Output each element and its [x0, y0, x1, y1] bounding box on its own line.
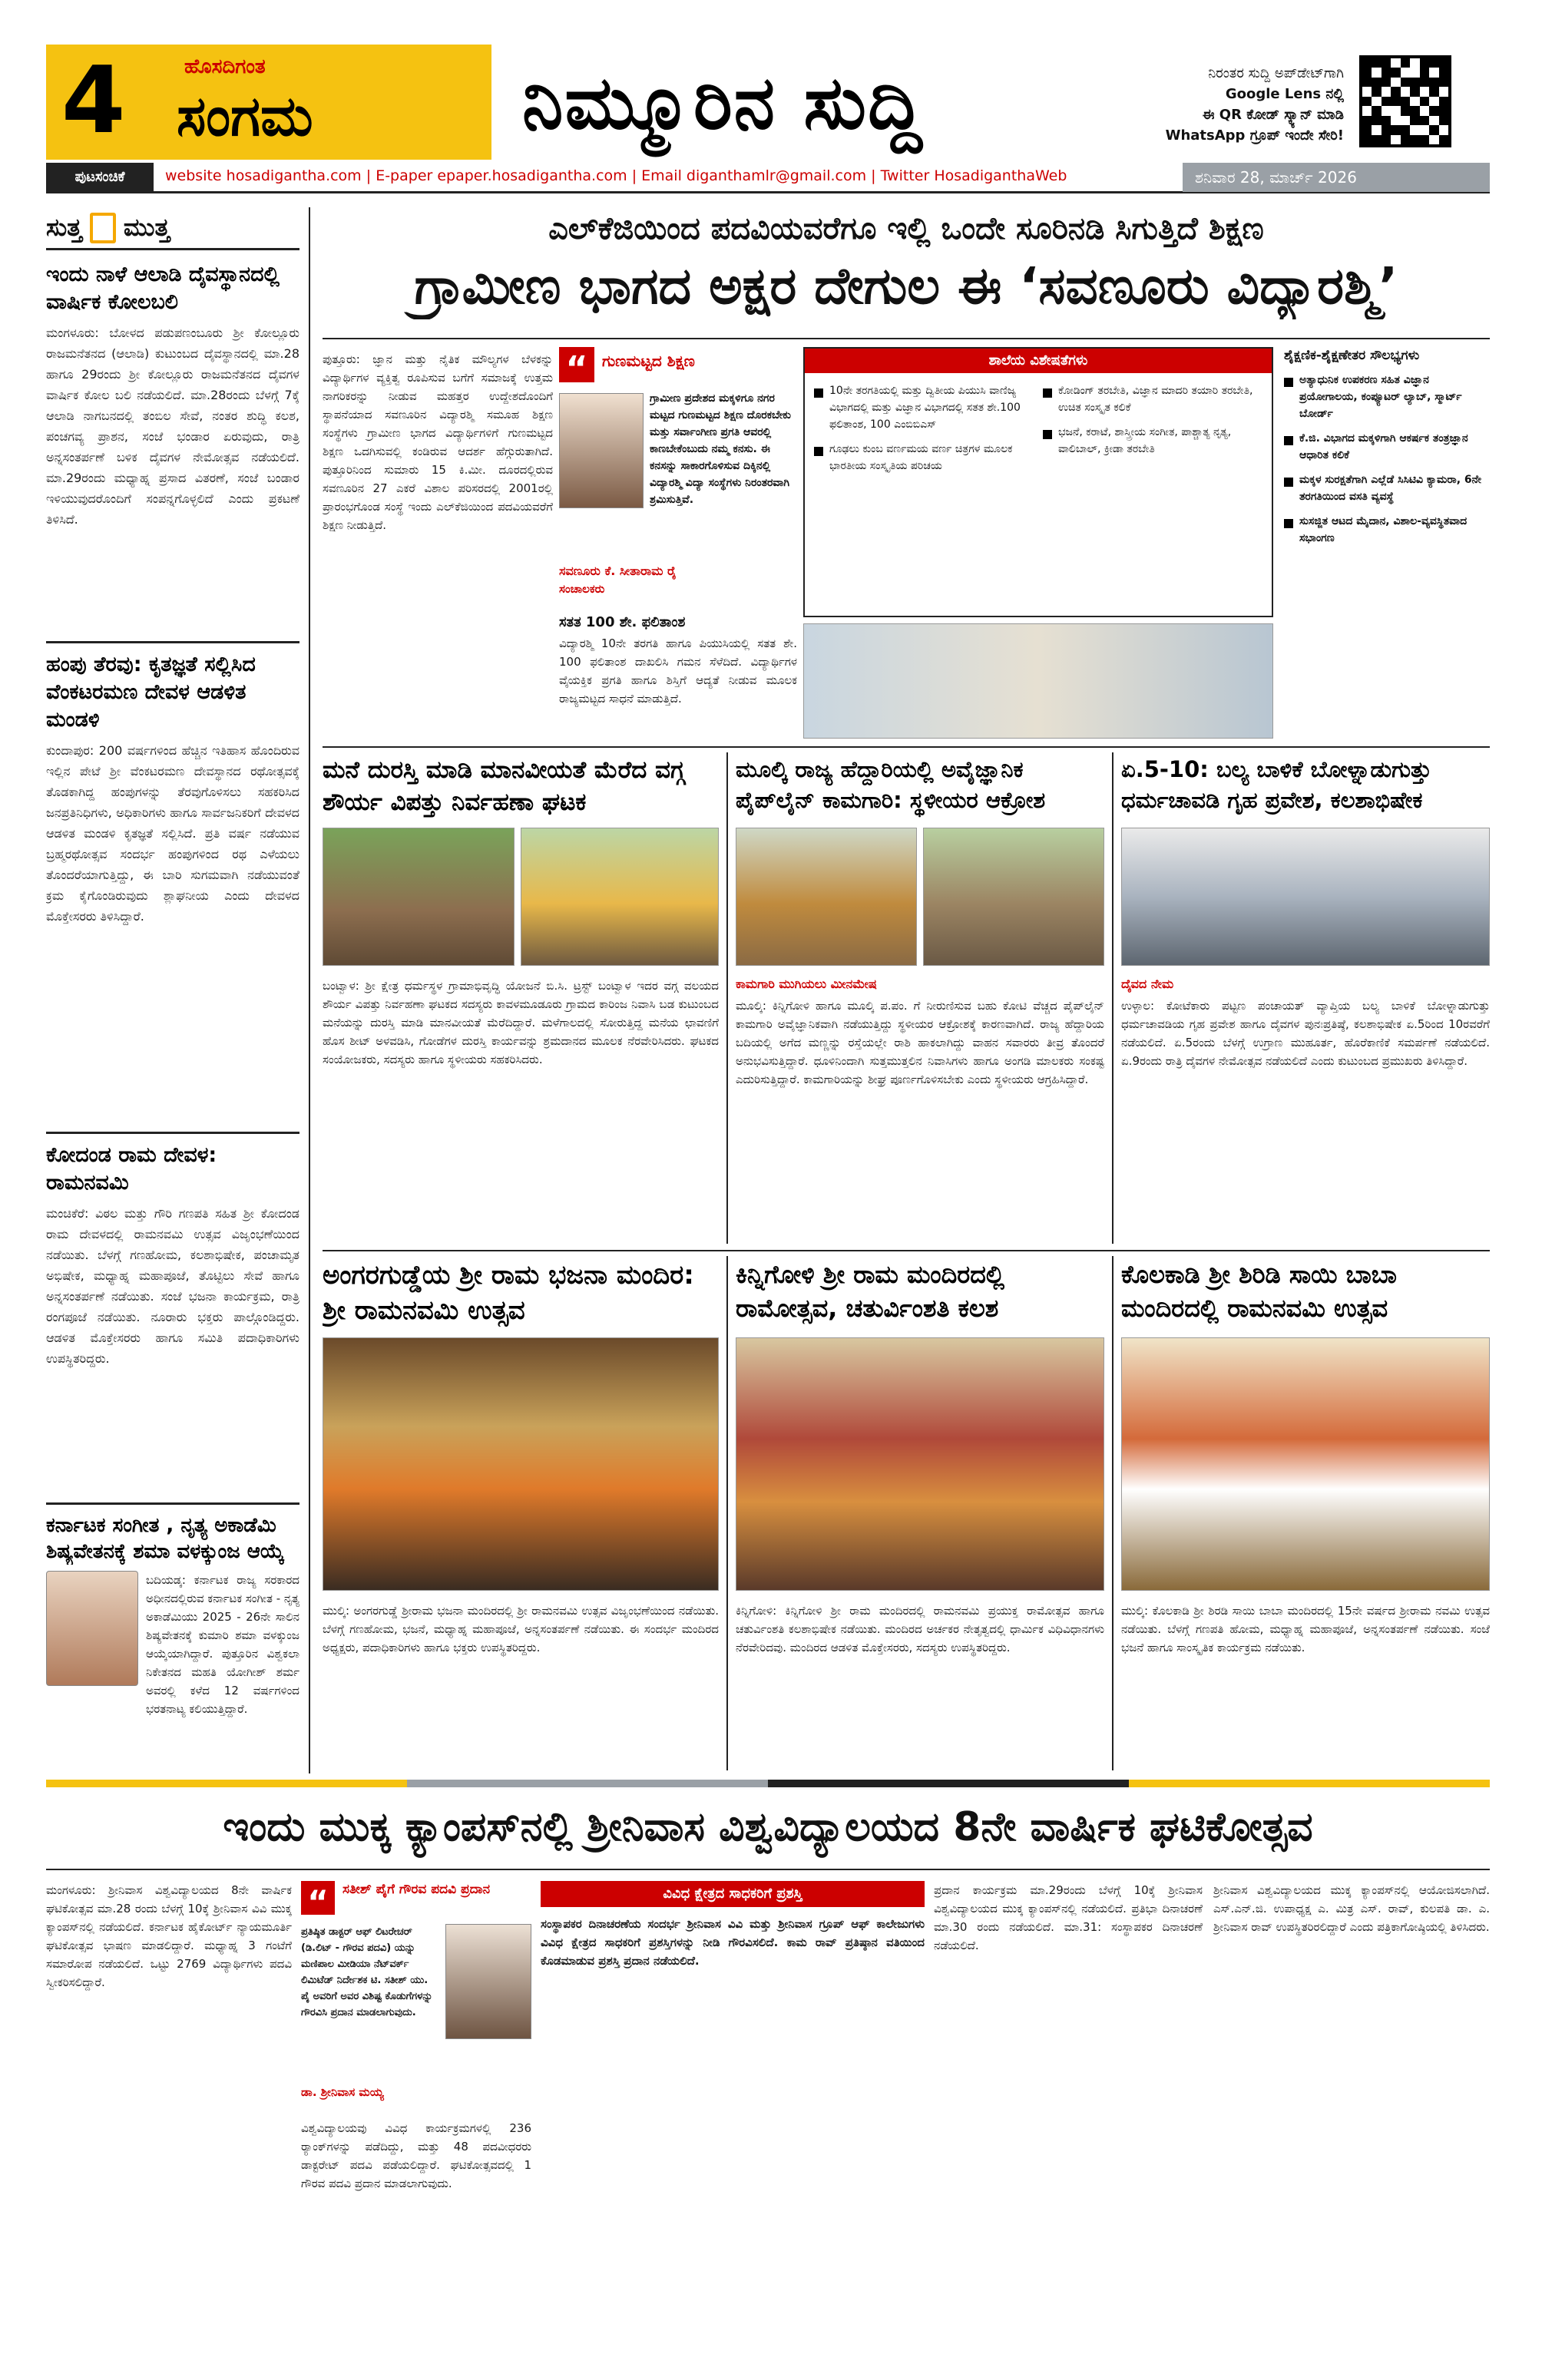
bullet-icon	[1043, 388, 1052, 398]
epaper-link[interactable]: E-paper epaper.hosadigantha.com	[376, 167, 627, 184]
story-body: ಕಿನ್ನಿಗೋಳಿ: ಕಿನ್ನಿಗೋಳಿ ಶ್ರೀ ರಾಮ ಮಂದಿರದಲ್ಲಿ ರಾಮನವಮಿ ಪ್ರಯುಕ್ತ ರಾಮೋತ್ಸವ ಹಾಗೂ ಚತುರ್ವಿಂಶತಿ ಕಲಶಾಭಿಷೇಕ ನಡೆಯಿತು. ಮಂದಿರದ ಅರ್ಚಕರ ನೇತೃತ್ವದಲ್ಲಿ ಧಾರ್ಮಿಕ ವಿಧಿವಿಧಾನಗಳು ನೆರವೇರಿದವು. ಮಂದಿರದ ಆಡಳಿತ ಮೊಕ್ತೇಸರರು, ಸದಸ್ಯರು ಉಪಸ್ಥಿತರಿದ್ದರು.	[736, 1604, 1104, 1654]
story	[1121, 754, 1490, 1245]
sidebar-headline: ಹಂಪು ತೆರವು: ಕೃತಜ್ಞತೆ ಸಲ್ಲಿಸಿದ ವೆಂಕಟರಮಣ ದೇವಳ ಆಡಳಿತ ಮಂಡಳಿ	[46, 653, 256, 732]
brand-title: ಸಂಗಮ	[177, 84, 313, 148]
extra-item: ಸುಸಜ್ಜಿತ ಆಟದ ಮೈದಾನ, ವಿಶಾಲ-ವ್ಯವಸ್ಥಿತವಾದ ಸಭಾಂಗಣ	[1299, 515, 1468, 544]
bullet-icon	[1043, 430, 1052, 439]
sidebar-body: ಮಂಗಳೂರು: ಬೋಳದ ಪಡುಪಣಂಬೂರು ಶ್ರೀ ಕೋಲ್ಲೂರು ರಾಜಮನೆತನದ (ಆಲಾಡಿ) ಕುಟುಂಬದ ದೈವಸ್ಥಾನದಲ್ಲಿ ಮಾ.28 ಹಾಗೂ 29ರಂದು ಶ್ರೀ ಕೋಲ್ಲೂರು ರಾಜಮನೆತನದ ದೈವಗಳ ವಾರ್ಷಿಕ ಕೋಲ ಬಲಿ ನಡೆಯಲಿದೆ. ಮಾ.28ರಂದು ಬೆಳಗ್ಗೆ 7ಕ್ಕೆ ಆಲಾಡಿ ನಾಗಬನದಲ್ಲಿ ತಂಬಿಲ ಸೇವೆ, ನಂತರ ಶುದ್ಧಿ ಕಲಶ, ಪಂಚಗವ್ಯ ಪ್ರಾಶನ, ಸಂಜೆ ಭಂಡಾರ ಏರುವುದು, ರಾತ್ರಿ ಅನ್ನಸಂತರ್ಪಣೆ ಬಳಿಕ ದೈವಗಳ ನೇಮೋತ್ಸವ ನಡೆಯಲಿದೆ. ಮಾ.29ರಂದು ಮಧ್ಯಾಹ್ನ ಪ್ರಸಾದ ವಿತರಣೆ, ಸಂಜೆ ಬಂಡಾರ ಇಳಿಯುವುದರೊಂದಿಗೆ ಸಂಪನ್ನಗೊಳ್ಳಲಿದೆ ಎಂದು ಪ್ರಕಟಣೆ ತಿಳಿಸಿದೆ.	[46, 326, 299, 527]
feature-item: ಭಜನೆ, ಕರಾಟೆ, ಶಾಸ್ತ್ರೀಯ ಸಂಗೀತ, ಪಾಶ್ಚಾತ್ಯ ನೃತ್ಯ, ವಾಲಿಬಾಲ್, ಕ್ರೀಡಾ ತರಬೇತಿ	[1058, 426, 1232, 455]
features-box	[803, 347, 1273, 617]
quote-author: ಡಾ. ಶ್ರೀನಿವಾಸ ಮಯ್ಯ	[301, 2085, 384, 2099]
story-headline: ಕೊಲಕಾಡಿ ಶ್ರೀ ಶಿರಿಡಿ ಸಾಯಿ ಬಾಬಾ ಮಂದಿರದಲ್ಲಿ ರಾಮನವಮಿ ಉತ್ಸವ	[1121, 1260, 1397, 1323]
qr-code-icon	[1359, 55, 1451, 147]
story-subhead: ದೈವದ ನೇಮ	[1121, 977, 1174, 991]
result-body: ವಿದ್ಯಾರಶ್ಮಿ 10ನೇ ತರಗತಿ ಹಾಗೂ ಪಿಯುಸಿಯಲ್ಲಿ ಸತತ ಶೇ. 100 ಫಲಿತಾಂಶ ದಾಖಲಿಸಿ ಗಮನ ಸೆಳೆದಿದೆ. ವಿದ್ಯಾರ್ಥಿಗಳ ವೈಯಕ್ತಿಕ ಪ್ರಗತಿ ಹಾಗೂ ಶಿಸ್ತಿಗೆ ಆದ್ಯತೆ ನೀಡುವ ಮೂಲಕ ರಾಜ್ಯಮಟ್ಟದ ಸಾಧನೆ ಮಾಡುತ್ತಿದೆ.	[559, 636, 797, 706]
story-photo	[736, 1337, 1104, 1591]
result-title: ಸತತ 100 ಶೇ. ಫಲಿತಾಂಶ	[559, 614, 686, 630]
quote-icon: “	[559, 347, 594, 382]
story-subhead: ಕಾಮಗಾರಿ ಮುಗಿಯಲು ಮೀನಮೇಷ	[736, 977, 877, 991]
feature-item: ಕೋಡಿಂಗ್ ತರಬೇತಿ, ವಿಜ್ಞಾನ ಮಾದರಿ ತಯಾರಿ ತರಬೇತಿ, ಉಚಿತ ಸಂಸ್ಕೃತ ಕಲಿಕೆ	[1058, 385, 1253, 414]
bullet-icon	[1284, 519, 1293, 528]
date: ಶನಿವಾರ 28, ಮಾರ್ಚ್ 2026	[1183, 163, 1490, 192]
extras-title: ಶೈಕ್ಷಣಿಕ-ಶೈಕ್ಷಣೇತರ ಸೌಲಭ್ಯಗಳು	[1284, 348, 1420, 363]
extra-item: ಕೆ.ಜಿ. ವಿಭಾಗದ ಮಕ್ಕಳಿಗಾಗಿ ಆಕರ್ಷಕ ತಂತ್ರಜ್ಞಾನ ಆಧಾರಿತ ಕಲಿಕೆ	[1299, 432, 1468, 461]
quote-title: ಸತೀಶ್ ಪೈಗೆ ಗೌರವ ಪದವಿ ಪ್ರದಾನ	[342, 1882, 491, 1897]
sidebar-headline: ಕರ್ನಾಟಕ ಸಂಗೀತ , ನೃತ್ಯ ಅಕಾಡೆಮಿ ಶಿಷ್ಯವೇತನಕ್ಕೆ ಶಮಾ ವಳಕ್ಕುಂಜ ಆಯ್ಕೆ	[46, 1514, 285, 1563]
awards-box	[541, 1881, 925, 2342]
bottom-headline: ಇಂದು ಮುಕ್ಕ ಕ್ಯಾಂಪಸ್‌ನಲ್ಲಿ ಶ್ರೀನಿವಾಸ ವಿಶ್ವವಿದ್ಯಾಲಯದ 8ನೇ ವಾರ್ಷಿಕ ಘಟಿಕೋತ್ಸವ	[223, 1804, 1313, 1850]
promo-line: WhatsApp ಗ್ರೂಪ್ ಇಂದೇ ಸೇರಿ!	[1165, 127, 1344, 144]
story-body: ಉಳ್ಳಾಲ: ಕೋಟೆಕಾರು ಪಟ್ಟಣ ಪಂಚಾಯತ್ ವ್ಯಾಪ್ತಿಯ ಬಲ್ಯ ಬಾಳಿಕೆ ಬೋಳ್ನಾಡುಗುತ್ತು ಧರ್ಮಚಾವಡಿಯ ಗೃಹ ಪ್ರವೇಶ ಹಾಗೂ ದೈವಗಳ ಪುನಃಪ್ರತಿಷ್ಠೆ, ಕಲಶಾಭಿಷೇಕ ಏ.5ರಿಂದ 10ರವರೆಗೆ ನಡೆಯಲಿದೆ. ಏ.5ರಂದು ಬೆಳಗ್ಗೆ ಉಗ್ರಾಣ ಮುಹೂರ್ತ, ಹೊರೆಕಾಣಿಕೆ ಸಮರ್ಪಣೆ ನಡೆಯಲಿದೆ. ಏ.9ರಂದು ರಾತ್ರಿ ದೈವಗಳ ನೇಮೋತ್ಸವ ನಡೆಯಲಿದೆ ಎಂದು ಕುಟುಂಬದ ಪ್ರಮುಖರು ತಿಳಿಸಿದ್ದಾರೆ.	[1121, 999, 1490, 1068]
promo-line: Google Lens ನಲ್ಲಿ	[1225, 86, 1344, 102]
story-photo	[923, 828, 1104, 966]
sidebar-headline: ಇಂದು ನಾಳೆ ಆಲಾಡಿ ದೈವಸ್ಥಾನದಲ್ಲಿ ವಾರ್ಷಿಕ ಕೋಲಬಲಿ	[46, 263, 280, 314]
story-body: ಮುಲ್ಕಿ: ಅಂಗರಗುಡ್ಡೆ ಶ್ರೀರಾಮ ಭಜನಾ ಮಂದಿರದಲ್ಲಿ ಶ್ರೀ ರಾಮನವಮಿ ಉತ್ಸವ ವಿಜೃಂಭಣೆಯಿಂದ ನಡೆಯಿತು. ಬೆಳಗ್ಗೆ ಗಣಹೋಮ, ಭಜನೆ, ಮಧ್ಯಾಹ್ನ ಮಹಾಪೂಜೆ, ಅನ್ನಸಂತರ್ಪಣೆ ನಡೆಯಿತು. ಈ ಸಂದರ್ಭ ಮಂದಿರದ ಅಧ್ಯಕ್ಷರು, ಪದಾಧಿಕಾರಿಗಳು ಹಾಗೂ ಭಕ್ತರು ಉಪಸ್ಥಿತರಿದ್ದರು.	[323, 1604, 719, 1654]
story-photo	[736, 828, 917, 966]
story	[736, 1258, 1104, 1772]
story-body: ಮೂಲ್ಕಿ: ಕಿನ್ನಿಗೋಳಿ ಹಾಗೂ ಮೂಲ್ಕಿ ಪ.ಪಂ. ಗೆ ನೀರುಣಿಸುವ ಬಹು ಕೋಟಿ ವೆಚ್ಚದ ಪೈಪ್‌ಲೈನ್ ಕಾಮಗಾರಿ ಅವೈಜ್ಞಾನಿಕವಾಗಿ ನಡೆಯುತ್ತಿದ್ದು ಸ್ಥಳೀಯರ ಆಕ್ರೋಶಕ್ಕೆ ಕಾರಣವಾಗಿದೆ. ರಾಜ್ಯ ಹೆದ್ದಾರಿಯ ಬದಿಯಲ್ಲಿ ಅಗೆದ ಮಣ್ಣನ್ನು ರಸ್ತೆಯಲ್ಲೇ ರಾಶಿ ಹಾಕಲಾಗಿದ್ದು ವಾಹನ ಸವಾರರು ತೀವ್ರ ತೊಂದರೆ ಅನುಭವಿಸುತ್ತಿದ್ದಾರೆ. ಧೂಳಿನಿಂದಾಗಿ ಸುತ್ತಮುತ್ತಲಿನ ನಿವಾಸಿಗಳು ಹಾಗೂ ಅಂಗಡಿ ಮಾಲಕರು ಸಂಕಷ್ಟ ಎದುರಿಸುತ್ತಿದ್ದಾರೆ. ಕಾಮಗಾರಿಯನ್ನು ಶೀಘ್ರ ಪೂರ್ಣಗೊಳಿಸಬೇಕು ಎಂದು ಸ್ಥಳೀಯರು ಆಗ್ರಹಿಸಿದ್ದಾರೆ.	[736, 999, 1104, 1086]
section-tag: ಪುಟಸಂಚಿಕೆ	[46, 163, 154, 192]
quote-role: ಸಂಚಾಲಕರು	[559, 582, 605, 596]
story	[1121, 1258, 1490, 1772]
lead-kicker: ಎಲ್‌ಕೆಜಿಯಿಂದ ಪದವಿಯವರೆಗೂ ಇಲ್ಲಿ ಒಂದೇ ಸೂರಿನಡಿ ಸಿಗುತ್ತಿದೆ ಶಿಕ್ಷಣ	[548, 211, 1264, 246]
story-headline: ಮೂಲ್ಕಿ ರಾಜ್ಯ ಹೆದ್ದಾರಿಯಲ್ಲಿ ಅವೈಜ್ಞಾನಿಕ ಪೈಪ್‌ಲೈನ್ ಕಾಮಗಾರಿ: ಸ್ಥಳೀಯರ ಆಕ್ರೋಶ	[736, 756, 1046, 813]
extra-item: ಅತ್ಯಾಧುನಿಕ ಉಪಕರಣ ಸಹಿತ ವಿಜ್ಞಾನ ಪ್ರಯೋಗಾಲಯ, ಕಂಪ್ಯೂಟರ್ ಲ್ಯಾಬ್, ಸ್ಮಾರ್ಟ್ ಬೋರ್ಡ್	[1299, 374, 1462, 420]
sidebar-body: ಕುಂದಾಪುರ: 200 ವರ್ಷಗಳಿಂದ ಹೆಚ್ಚಿನ ಇತಿಹಾಸ ಹೊಂದಿರುವ ಇಲ್ಲಿನ ಪೇಟೆ ಶ್ರೀ ವೆಂಕಟರಮಣ ದೇವಸ್ಥಾನದ ರಥೋತ್ಸವಕ್ಕೆ ತೊಡಕಾಗಿದ್ದ ಹಂಪುಗಳನ್ನು ತೆರವುಗೊಳಿಸಲು ಸಹಕರಿಸಿದ ಜನಪ್ರತಿನಿಧಿಗಳು, ಅಧಿಕಾರಿಗಳು ಹಾಗೂ ಸಾರ್ವಜನಿಕರಿಗೆ ದೇವಳದ ಆಡಳಿತ ಮಂಡಳಿ ಕೃತಜ್ಞತೆ ಸಲ್ಲಿಸಿದೆ. ಪ್ರತಿ ವರ್ಷ ನಡೆಯುವ ಬ್ರಹ್ಮರಥೋತ್ಸವ ಸಂದರ್ಭ ಹಂಪುಗಳಿಂದ ರಥ ಎಳೆಯಲು ತೊಂದರೆಯಾಗುತ್ತಿದ್ದು, ಈ ಬಾರಿ ಸುಗಮವಾಗಿ ನಡೆಯುವಂತೆ ಕ್ರಮ ಕೈಗೊಂಡಿರುವುದು ಶ್ಲಾಘನೀಯ ಎಂದು ದೇವಳದ ಮೊಕ್ತೇಸರರು ತಿಳಿಸಿದ್ದಾರೆ.	[46, 743, 299, 924]
story	[323, 754, 719, 1245]
bottom-quote	[301, 1881, 531, 2111]
quote-text: ಪ್ರತಿಷ್ಠಿತ ಡಾಕ್ಟರ್ ಆಫ್ ಲಿಟರೇಚರ್ (ಡಿ.ಲಿಟ್ - ಗೌರವ ಪದವಿ) ಯನ್ನು ಮಣಿಪಾಲ ಮೀಡಿಯಾ ನೆಟ್‌ವರ್ಕ್ ಲಿಮಿಟೆಡ್ ನಿರ್ದೇಶಕ ಟಿ. ಸತೀಶ್ ಯು. ಪೈ ಅವರಿಗೆ ಅವರ ವಿಶಿಷ್ಟ ಕೊಡುಗೆಗಳನ್ನು ಗೌರವಿಸಿ ಪ್ರದಾನ ಮಾಡಲಾಗುವುದು.	[301, 1926, 433, 2018]
story-photo	[323, 1337, 719, 1591]
quote-photo	[559, 393, 644, 508]
lead-quote	[559, 347, 797, 608]
book-icon	[90, 213, 116, 243]
bullet-icon	[814, 447, 823, 456]
bullet-icon	[814, 388, 823, 398]
divider-band	[46, 1780, 1490, 1787]
bottom-col4: ಪ್ರದಾನ ಕಾರ್ಯಕ್ರಮ ಮಾ.29ರಂದು ಬೆಳಗ್ಗೆ 10ಕ್ಕೆ ಶ್ರೀನಿವಾಸ ವಿಶ್ವವಿದ್ಯಾಲಯದ ಮುಕ್ಕ ಕ್ಯಾಂಪಸ್‌ನಲ್ಲಿ ನಡೆಯಲಿದೆ. ಪ್ರತಿಭಾ ದಿನಾಚರಣೆ ಮಾ.30 ರಂದು ನಡೆಯಲಿದೆ. ಮಾ.31: ಸಂಸ್ಥಾಪಕರ ದಿನಾಚರಣೆ ನಡೆಯಲಿದೆ.	[934, 1883, 1203, 1952]
sidebar-headline: ಕೋದಂಡ ರಾಮ ದೇವಳ: ರಾಮನವಮಿ	[46, 1143, 217, 1195]
sidebar-header-right: ಮುತ್ತ	[123, 213, 170, 242]
story	[736, 754, 1104, 1245]
sidebar-body: ಮಂಚಿಕೆರೆ: ವಿಠಲ ಮತ್ತು ಗೌರಿ ಗಣಪತಿ ಸಹಿತ ಶ್ರೀ ಕೋದಂಡ ರಾಮ ದೇವಳದಲ್ಲಿ ರಾಮನವಮಿ ಉತ್ಸವ ವಿಜೃಂಭಣೆಯಿಂದ ನಡೆಯಿತು. ಬೆಳಗ್ಗೆ ಗಣಹೋಮ, ಕಲಶಾಭಿಷೇಕ, ಪಂಚಾಮೃತ ಅಭಿಷೇಕ, ಮಧ್ಯಾಹ್ನ ಮಹಾಪೂಜೆ, ತೊಟ್ಟಿಲು ಸೇವೆ ಹಾಗೂ ಅನ್ನಸಂತರ್ಪಣೆ ನಡೆಯಿತು. ಸಂಜೆ ಭಜನಾ ಕಾರ್ಯಕ್ರಮ, ರಾತ್ರಿ ರಂಗಪೂಜೆ ನಡೆಯಿತು. ನೂರಾರು ಭಕ್ತರು ಪಾಲ್ಗೊಂಡಿದ್ದರು. ಆಡಳಿತ ಮೊಕ್ತೇಸರರು ಹಾಗೂ ಸಮಿತಿ ಪದಾಧಿಕಾರಿಗಳು ಉಪಸ್ಥಿತರಿದ್ದರು.	[46, 1206, 299, 1366]
lead-photo	[803, 623, 1273, 739]
sidebar-story	[46, 1142, 299, 1495]
info-strip	[46, 163, 1490, 193]
feature-item: ಗೂಢಲು ಕುಂಬ ವರ್ಣಮಯ ವರ್ಣ ಚಿತ್ರಗಳ ಮೂಲಕ ಭಾರತೀಯ ಸಂಸ್ಕೃತಿಯ ಪರಿಚಯ	[829, 443, 1013, 472]
bottom-col5: ಶ್ರೀನಿವಾಸ ವಿಶ್ವವಿದ್ಯಾಲಯದ ಮುಕ್ಕ ಕ್ಯಾಂಪಸ್‌ನಲ್ಲಿ ಆಯೋಜಿಸಲಾಗಿದೆ. ಎಸ್.ಎನ್.ಜಿ. ಉಪಾಧ್ಯಕ್ಷ ಎ. ಮಿತ್ರ ಎಸ್. ರಾವ್, ಕುಲಪತಿ ಡಾ. ಎ. ಶ್ರೀನಿವಾಸ ರಾವ್ ಉಪಸ್ಥಿತರಿರಲಿದ್ದಾರೆ ಎಂದು ಪತ್ರಿಕಾಗೋಷ್ಠಿಯಲ್ಲಿ ತಿಳಿಸಿದರು.	[1213, 1883, 1490, 1934]
sidebar-story	[46, 261, 299, 633]
story-headline: ಏ.5-10: ಬಲ್ಯ ಬಾಳಿಕೆ ಬೋಳ್ನಾಡುಗುತ್ತು ಧರ್ಮಚಾವಡಿ ಗೃಹ ಪ್ರವೇಶ, ಕಲಶಾಭಿಷೇಕ	[1121, 756, 1432, 813]
story	[323, 1258, 719, 1772]
twitter-link[interactable]: Twitter HosadiganthaWeb	[880, 167, 1067, 184]
website-link[interactable]: website hosadigantha.com	[165, 167, 362, 184]
quote-title: ಗುಣಮಟ್ಟದ ಶಿಕ್ಷಣ	[602, 352, 695, 370]
lead-body: ಪುತ್ತೂರು: ಜ್ಞಾನ ಮತ್ತು ನೈತಿಕ ಮೌಲ್ಯಗಳ ಬೆಳಕನ್ನು ವಿದ್ಯಾರ್ಥಿಗಳ ವ್ಯಕ್ತಿತ್ವ ರೂಪಿಸುವ ಬಗೆಗೆ ಸಮಾಜಕ್ಕೆ ಉತ್ತಮ ನಾಗರಿಕರನ್ನು ನೀಡುವ ಮಹತ್ತರ ಉದ್ದೇಶದೊಂದಿಗೆ ಸ್ಥಾಪನೆಯಾದ ಸವಣೂರಿನ ವಿದ್ಯಾರಶ್ಮಿ ಸಮೂಹ ಶಿಕ್ಷಣ ಸಂಸ್ಥೆಗಳು ಗ್ರಾಮೀಣ ಭಾಗದ ವಿದ್ಯಾರ್ಥಿಗಳಿಗೆ ಗುಣಮಟ್ಟದ ಶಿಕ್ಷಣ ಒದಗಿಸುವಲ್ಲಿ ಕಂಡಿರುವ ಆದರ್ಶ ಹೆಗ್ಗುರುತಾಗಿದೆ. ಪುತ್ತೂರಿನಿಂದ ಸುಮಾರು 15 ಕಿ.ಮೀ. ದೂರದಲ್ಲಿರುವ ಸವಣೂರಿನ 27 ಎಕರೆ ವಿಶಾಲ ಪರಿಸರದಲ್ಲಿ 2001ರಲ್ಲಿ ಪ್ರಾರಂಭಗೊಂಡ ಸಂಸ್ಥೆ ಇಂದು ಎಲ್‌ಕೆಜಿಯಿಂದ ಪದವಿಯವರೆಗೆ ಶಿಕ್ಷಣ ನೀಡುತ್ತಿದೆ.	[323, 352, 553, 532]
features-title: ಶಾಲೆಯ ವಿಶೇಷತೆಗಳು	[805, 349, 1272, 373]
sidebar	[46, 207, 299, 1766]
bullet-icon	[1284, 436, 1293, 445]
story-headline: ಮನೆ ದುರಸ್ತಿ ಮಾಡಿ ಮಾನವೀಯತೆ ಮೆರೆದ ವಗ್ಗ ಶೌರ್ಯ ವಿಪತ್ತು ನಿರ್ವಹಣಾ ಘಟಕ	[323, 756, 685, 816]
lead-headline: ಗ್ರಾಮೀಣ ಭಾಗದ ಅಕ್ಷರ ದೇಗುಲ ಈ ‘ಸವಣೂರು ವಿದ್ಯಾರಶ್ಮಿ’	[414, 256, 1398, 316]
bullet-icon	[1284, 478, 1293, 487]
sidebar-header	[46, 207, 299, 250]
avatar	[46, 1571, 138, 1686]
bullet-icon	[1284, 378, 1293, 387]
masthead	[46, 45, 1497, 160]
bottom-col1: ಮಂಗಳೂರು: ಶ್ರೀನಿವಾಸ ವಿಶ್ವವಿದ್ಯಾಲಯದ 8ನೇ ವಾರ್ಷಿಕ ಘಟಿಕೋತ್ಸವ ಮಾ.28 ರಂದು ಬೆಳಗ್ಗೆ 10ಕ್ಕೆ ಶ್ರೀನಿವಾಸ ವಿವಿ ಮುಕ್ಕ ಕ್ಯಾಂಪಸ್‌ನಲ್ಲಿ ನಡೆಯಲಿದೆ. ಕರ್ನಾಟಕ ಹೈಕೋರ್ಟ್ ನ್ಯಾಯಮೂರ್ತಿ ಘಟಿಕೋತ್ಸವ ಭಾಷಣ ಮಾಡಲಿದ್ದಾರೆ. ಮಧ್ಯಾಹ್ನ 3 ಗಂಟೆಗೆ ಸಮಾರೋಪ ನಡೆಯಲಿದೆ. ಒಟ್ಟು 2769 ವಿದ್ಯಾರ್ಥಿಗಳು ಪದವಿ ಸ್ವೀಕರಿಸಲಿದ್ದಾರೆ.	[46, 1883, 292, 1989]
story-photo	[1121, 828, 1490, 966]
promo-line: ಈ QR ಕೋಡ್ ಸ್ಕ್ಯಾನ್ ಮಾಡಿ	[1202, 107, 1344, 123]
sidebar-header-left: ಸುತ್ತ	[46, 213, 82, 242]
sidebar-story	[46, 651, 299, 1124]
story-headline: ಕಿನ್ನಿಗೋಳಿ ಶ್ರೀ ರಾಮ ಮಂದಿರದಲ್ಲಿ ರಾಮೋತ್ಸವ, ಚತುರ್ವಿಂಶತಿ ಕಲಶ	[736, 1260, 1005, 1323]
page-number: 4	[61, 48, 126, 154]
brand-small: ಹೊಸದಿಗಂತ	[184, 55, 266, 78]
story-photo	[1121, 1337, 1490, 1591]
story-body: ಮುಲ್ಕಿ: ಕೊಲಕಾಡಿ ಶ್ರೀ ಶಿರಡಿ ಸಾಯಿ ಬಾಬಾ ಮಂದಿರದಲ್ಲಿ 15ನೇ ವರ್ಷದ ಶ್ರೀರಾಮ ನವಮಿ ಉತ್ಸವ ನಡೆಯಿತು. ಬೆಳಗ್ಗೆ ಗಣಪತಿ ಹೋಮ, ಮಧ್ಯಾಹ್ನ ಮಹಾಪೂಜೆ, ಅನ್ನಸಂತರ್ಪಣೆ ನಡೆಯಿತು. ಸಂಜೆ ಭಜನೆ ಹಾಗೂ ಸಾಂಸ್ಕೃತಿಕ ಕಾರ್ಯಕ್ರಮ ನಡೆಯಿತು.	[1121, 1604, 1490, 1654]
sidebar-body: ಬದಿಯಡ್ಕ: ಕರ್ನಾಟಕ ರಾಜ್ಯ ಸರಕಾರದ ಅಧೀನದಲ್ಲಿರುವ ಕರ್ನಾಟಕ ಸಂಗೀತ - ನೃತ್ಯ ಅಕಾಡೆಮಿಯು 2025 - 26ನೇ ಸಾಲಿನ ಶಿಷ್ಯವೇತನಕ್ಕೆ ಕುಮಾರಿ ಶಮಾ ವಳಕ್ಕುಂಜ ಆಯ್ಕೆಯಾಗಿದ್ದಾರೆ. ಪುತ್ತೂರಿನ ವಿಶ್ವಕಲಾ ನಿಕೇತನದ ಮಹತಿ ಯೋಗೀಶ್ ಶರ್ಮ ಅವರಲ್ಲಿ ಕಳೆದ 12 ವರ್ಷಗಳಿಂದ ಭರತನಾಟ್ಯ ಕಲಿಯುತ್ತಿದ್ದಾರೆ.	[146, 1573, 299, 1716]
info-links: website hosadigantha.com | E-paper epaper.hosadigantha.com | Email diganthamlr@gmail.com | Twitter HosadiganthaWeb	[165, 167, 1067, 184]
extra-item: ಮಕ್ಕಳ ಸುರಕ್ಷತೆಗಾಗಿ ಎಲ್ಲೆಡೆ ಸಿಸಿಟಿವಿ ಕ್ಯಾಮರಾ, 6ನೇ ತರಗತಿಯಿಂದ ವಸತಿ ವ್ಯವಸ್ಥೆ	[1299, 474, 1482, 503]
story-body: ಬಂಟ್ವಾಳ: ಶ್ರೀ ಕ್ಷೇತ್ರ ಧರ್ಮಸ್ಥಳ ಗ್ರಾಮಾಭಿವೃದ್ಧಿ ಯೋಜನೆ ಬಿ.ಸಿ. ಟ್ರಸ್ಟ್ ಬಂಟ್ವಾಳ ಇದರ ವಗ್ಗ ವಲಯದ ಶೌರ್ಯ ವಿಪತ್ತು ನಿರ್ವಹಣಾ ಘಟಕದ ಸದಸ್ಯರು ಕಾವಳಮೂಡೂರು ಗ್ರಾಮದ ಕಾರಿಂಜ ನಿವಾಸಿ ಬಡ ಕುಟುಂಬದ ಮನೆಯನ್ನು ದುರಸ್ತಿ ಮಾಡಿ ಮಾನವೀಯತೆ ಮೆರೆದಿದ್ದಾರೆ. ಮಳೆಗಾಲದಲ್ಲಿ ಸೋರುತ್ತಿದ್ದ ಮನೆಯ ಛಾವಣಿಗೆ ಹೊಸ ಶೀಟ್ ಅಳವಡಿಸಿ, ಗೋಡೆಗಳ ದುರಸ್ತಿ ಕಾರ್ಯವನ್ನು ಶ್ರಮದಾನದ ಮೂಲಕ ನೆರವೇರಿಸಿದರು. ಘಟಕದ ಸಂಯೋಜಕರು, ಸದಸ್ಯರು ಹಾಗೂ ಸ್ಥಳೀಯರು ಸಹಕರಿಸಿದರು.	[323, 979, 719, 1066]
awards-title: ವಿವಿಧ ಕ್ಷೇತ್ರದ ಸಾಧಕರಿಗೆ ಪ್ರಶಸ್ತಿ	[541, 1881, 925, 1907]
sidebar-story	[46, 1512, 299, 1766]
quote-author: ಸವಣೂರು ಕೆ. ಸೀತಾರಾಮ ರೈ	[559, 564, 677, 578]
quote-text: ಗ್ರಾಮೀಣ ಪ್ರದೇಶದ ಮಕ್ಕಳಿಗೂ ನಗರ ಮಟ್ಟದ ಗುಣಮಟ್ಟದ ಶಿಕ್ಷಣ ದೊರಕಬೇಕು ಮತ್ತು ಸರ್ವಾಂಗೀಣ ಪ್ರಗತಿ ಆವರಲ್ಲಿ ಕಾಣಬೇಕೆಂಬುದು ನಮ್ಮ ಕನಸು. ಈ ಕನಸನ್ನು ಸಾಕಾರಗೊಳಿಸುವ ದಿಕ್ಕಿನಲ್ಲಿ ವಿದ್ಯಾರಶ್ಮಿ ವಿದ್ಯಾ ಸಂಸ್ಥೆಗಳು ನಿರಂತರವಾಗಿ ಶ್ರಮಿಸುತ್ತಿವೆ.	[650, 392, 791, 506]
story-photo	[323, 828, 515, 966]
story-photo	[521, 828, 719, 966]
quote-icon: “	[301, 1881, 335, 1915]
promo-text	[1090, 63, 1344, 146]
promo-line: ನಿರಂತರ ಸುದ್ದಿ ಅಪ್‌ಡೇಟ್‌ಗಾಗಿ	[1208, 65, 1344, 81]
section-title: ನಿಮ್ಮೂರಿನ ಸುದ್ದಿ	[522, 60, 924, 146]
story-headline: ಅಂಗರಗುಡ್ಡೆಯ ಶ್ರೀ ರಾಮ ಭಜನಾ ಮಂದಿರ: ಶ್ರೀ ರಾಮನವಮಿ ಉತ್ಸವ	[323, 1260, 694, 1326]
bottom-col2: ವಿಶ್ವವಿದ್ಯಾಲಯವು ವಿವಿಧ ಕಾರ್ಯಕ್ರಮಗಳಲ್ಲಿ 236 ರ್‍ಯಾಂಕ್‌ಗಳನ್ನು ಪಡೆದಿದ್ದು, ಮತ್ತು 48 ಪದವೀಧರರು ಡಾಕ್ಟರೇಟ್ ಪದವಿ ಪಡೆಯಲಿದ್ದಾರೆ. ಘಟಿಕೋತ್ಸವದಲ್ಲಿ 1 ಗೌರವ ಪದವಿ ಪ್ರದಾನ ಮಾಡಲಾಗುವುದು.	[301, 2121, 531, 2190]
awards-body: ಸಂಸ್ಥಾಪಕರ ದಿನಾಚರಣೆಯ ಸಂದರ್ಭ ಶ್ರೀನಿವಾಸ ವಿವಿ ಮತ್ತು ಶ್ರೀನಿವಾಸ ಗ್ರೂಪ್ ಆಫ್ ಕಾಲೇಜುಗಳು ವಿವಿಧ ಕ್ಷೇತ್ರದ ಸಾಧಕರಿಗೆ ಪ್ರಶಸ್ತಿಗಳನ್ನು ನೀಡಿ ಗೌರವಿಸಲಿದೆ. ಕಾಮ ರಾವ್ ಪ್ರತಿಷ್ಠಾನ ವತಿಯಿಂದ ಕೊಡಮಾಡುವ ಪ್ರಶಸ್ತಿ ಪ್ರದಾನ ನಡೆಯಲಿದೆ.	[541, 1917, 925, 1968]
quote-photo	[445, 1924, 531, 2039]
extras-box	[1284, 347, 1490, 739]
email-link[interactable]: Email diganthamlr@gmail.com	[641, 167, 867, 184]
feature-item: 10ನೇ ತರಗತಿಯಲ್ಲಿ ಮತ್ತು ದ್ವಿತೀಯ ಪಿಯುಸಿ ವಾಣಿಜ್ಯ ವಿಭಾಗದಲ್ಲಿ ಮತ್ತು ವಿಜ್ಞಾನ ವಿಭಾಗದಲ್ಲಿ ಸತತ ಶೇ.100 ಫಲಿತಾಂಶ, 100 ಎಂಬಿಬಿಎಸ್	[829, 385, 1021, 431]
